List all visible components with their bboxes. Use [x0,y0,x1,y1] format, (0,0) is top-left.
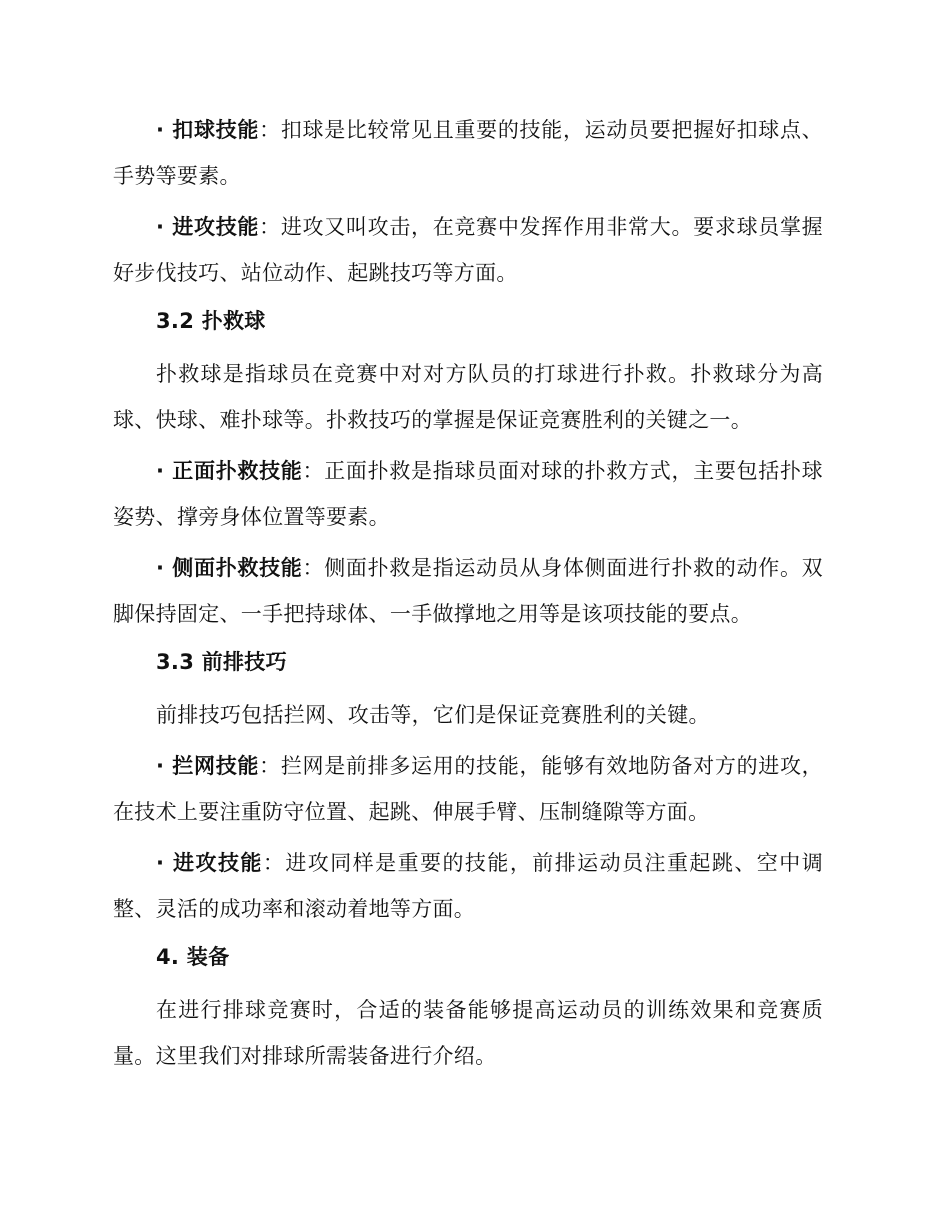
section-intro-3-3: 前排技巧包括拦网、攻击等，它们是保证竞赛胜利的关键。 [156,703,710,727]
section-heading-4: 4. 装备 [156,945,230,969]
skill-description: 进攻又叫攻击，在竞赛中发挥作用非常大。要求球员掌握好步伐技巧、站位动作、起跳技巧等方面。 [113,215,823,285]
section-intro-4: 在进行排球竞赛时，合适的装备能够提高运动员的训练效果和竞赛质量。这里我们对排球所需装备进行介绍。 [113,998,823,1068]
term-separator: ： [259,118,281,142]
skill-description: 进攻同样是重要的技能，前排运动员注重起跳、空中调整、灵活的成功率和滚动着地等方面。 [113,851,823,921]
skill-item-front-attack [113,840,823,932]
skill-item-block [113,743,823,835]
skill-description: 侧面扑救是指运动员从身体侧面进行扑救的动作。双脚保持固定、一手把持球体、一手做撑地之用等是该项技能的要点。 [113,556,823,626]
skill-term: · 正面扑救技能 [156,459,303,483]
skill-description: 正面扑救是指球员面对球的扑救方式，主要包括扑球姿势、撑旁身体位置等要素。 [113,459,823,529]
section-heading-3-2: 3.2 扑救球 [156,309,266,333]
section-intro-3-2: 扑救球是指球员在竞赛中对对方队员的打球进行扑救。扑救球分为高球、快球、难扑球等。扑救技巧的掌握是保证竞赛胜利的关键之一。 [113,362,823,432]
skill-item-side-dig [113,545,823,637]
term-separator: ： [262,851,286,875]
skill-term: · 拦网技能 [156,754,260,778]
skill-item-front-dig [113,448,823,540]
skill-description: 扣球是比较常见且重要的技能，运动员要把握好扣球点、手势等要素。 [113,118,823,188]
term-separator: ： [259,215,281,239]
skill-description: 拦网是前排多运用的技能，能够有效地防备对方的进攻，在技术上要注重防守位置、起跳、伸展手臂、压制缝隙等方面。 [113,754,823,824]
skill-term: · 扣球技能 [156,118,260,142]
section-heading-3-3: 3.3 前排技巧 [156,650,287,674]
skill-term: · 侧面扑救技能 [156,556,303,580]
term-separator: ： [302,459,325,483]
document-page [113,107,823,1079]
skill-term: · 进攻技能 [156,851,263,875]
skill-item-spike [113,107,823,199]
term-separator: ： [302,556,325,580]
skill-term: · 进攻技能 [156,215,260,239]
skill-item-attack [113,204,823,296]
term-separator: ： [259,754,281,778]
